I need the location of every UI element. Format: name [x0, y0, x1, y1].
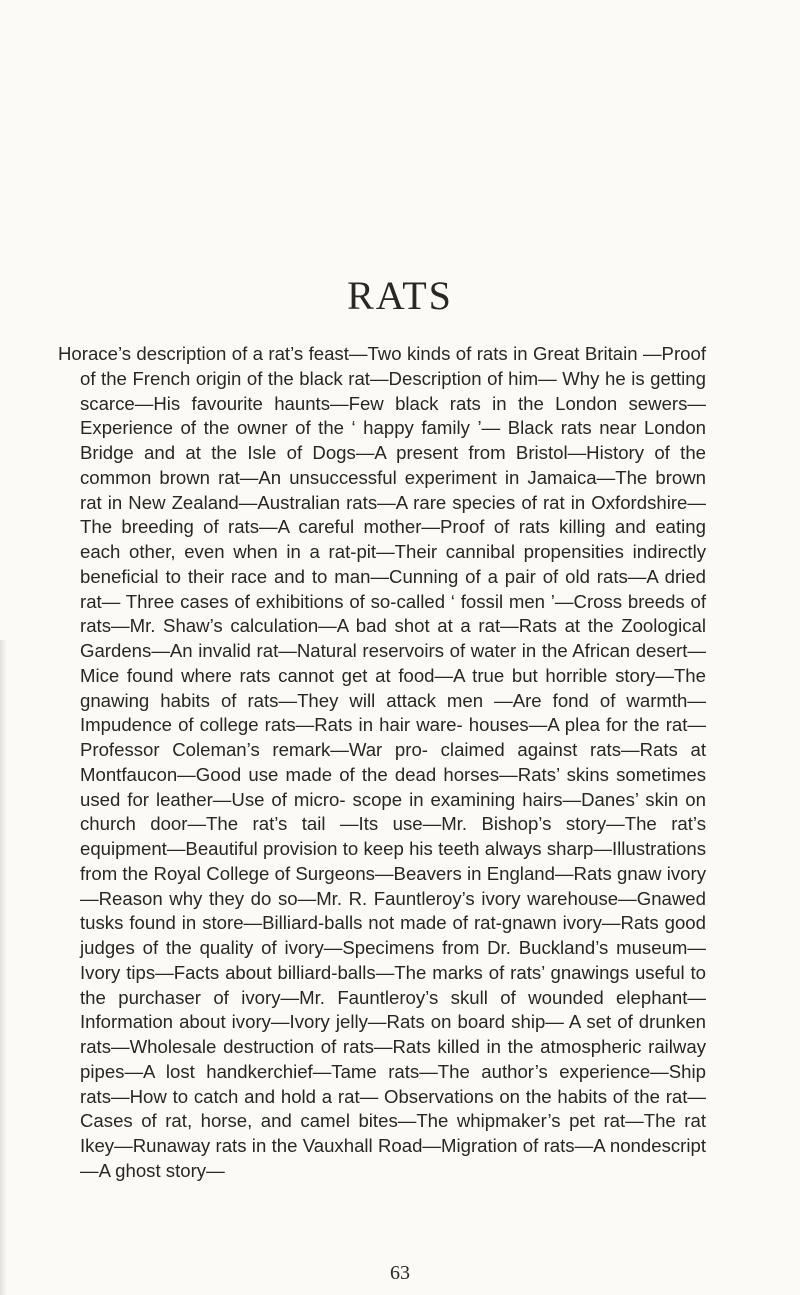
chapter-title: RATS	[347, 273, 453, 318]
page-edge-shadow	[0, 640, 7, 1295]
page-number: 63	[390, 1262, 410, 1284]
chapter-summary: Horace’s description of a rat’s feast—Two kinds of rats in Great Britain —Proof of the French origin of the black rat—Description of him— Why he is getting scarce—His favourite haunts—Few black rats in the London sewers—Experience of the owner of the ‘ happy family ’— Black rats near London Bridge and at the Isle of Dogs—A present from Bristol—History of the common brown rat—An unsuccessful experiment in Jamaica—The brown rat in New Zealand—Australian rats—A rare species of rat in Oxfordshire—The breeding of rats—A careful mother—Proof of rats killing and eating each other, even when in a rat-pit—Their cannibal propensities indirectly beneficial to their race and to man—Cunning of a pair of old rats—A dried rat— Three cases of exhibitions of so-called ‘ fossil men ’—Cross breeds of rats—Mr. Shaw’s calculation—A bad shot at a rat—Rats at the Zoological Gardens—An invalid rat—Natural reservoirs of water in the African desert—Mice found where rats cannot get at food—A true but horrible story—The gnawing habits of rats—They will attack men —Are fond of warmth—Impudence of college rats—Rats in hair ware- houses—A plea for the rat—Professor Coleman’s remark—War pro- claimed against rats—Rats at Montfaucon—Good use made of the dead horses—Rats’ skins sometimes used for leather—Use of micro- scope in examining hairs—Danes’ skin on church door—The rat’s tail —Its use—Mr. Bishop’s story—The rat’s equipment—Beautiful provision to keep his teeth always sharp—Illustrations from the Royal College of Surgeons—Beavers in England—Rats gnaw ivory—Reason why they do so—Mr. R. Fauntleroy’s ivory warehouse—Gnawed tusks found in store—Billiard-balls not made of rat-gnawn ivory—Rats good judges of the quality of ivory—Specimens from Dr. Buckland’s museum— Ivory tips—Facts about billiard-balls—The marks of rats’ gnawings useful to the purchaser of ivory—Mr. Fauntleroy’s skull of wounded elephant—Information about ivory—Ivory jelly—Rats on board ship— A set of drunken rats—Wholesale destruction of rats—Rats killed in the atmospheric railway pipes—A lost handkerchief—Tame rats—The author’s experience—Ship rats—How to catch and hold a rat— Observations on the habits of the rat—Cases of rat, horse, and camel bites—The whipmaker’s pet rat—The rat Ikey—Runaway rats in the Vauxhall Road—Migration of rats—A nondescript—A ghost story—	[58, 343, 706, 1181]
